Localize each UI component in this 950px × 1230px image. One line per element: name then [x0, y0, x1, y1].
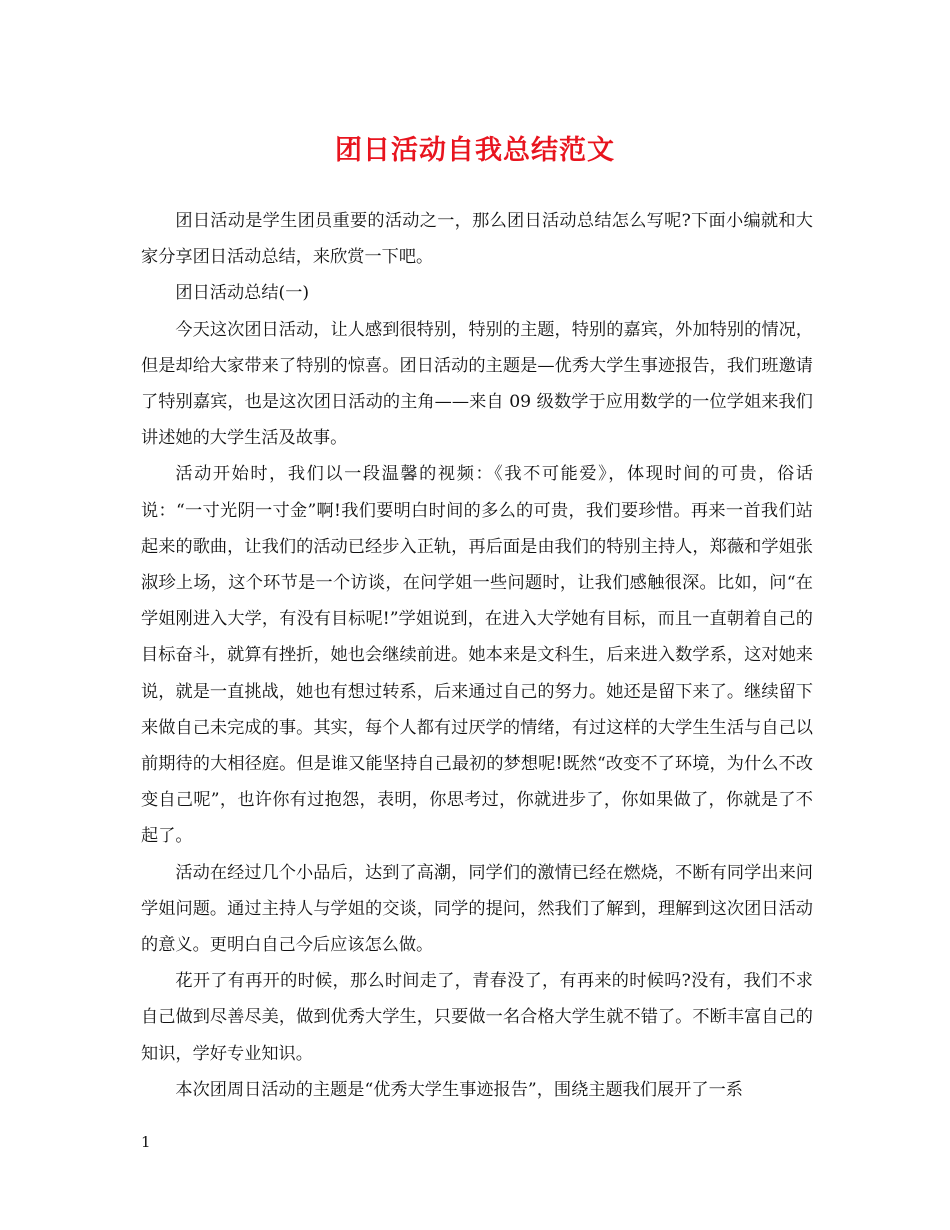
document-title: 团日活动自我总结范文	[335, 135, 615, 166]
paragraph-youth: 花开了有再开的时候，那么时间走了，青春没了，有再来的时候吗?没有，我们不求自己做到尽善尽美，做到优秀大学生，只要做一名合格大学生就不错了。不断丰富自己的知识，学好专业知识。	[141, 971, 813, 1064]
paragraph-summary: 本次团周日活动的主题是“优秀大学生事迹报告”，围绕主题我们展开了一系	[175, 1079, 743, 1100]
page-number: 1	[141, 1133, 151, 1151]
document-body	[141, 203, 813, 1108]
paragraph-activity-theme: 今天这次团日活动，让人感到很特别，特别的主题，特别的嘉宾，外加特别的情况，但是却给大家带来了特别的惊喜。团日活动的主题是—优秀大学生事迹报告，我们班邀请了特别嘉宾，也是这次团日活动的主角——来自 09 级数学于应用数学的一位学姐来我们讲述她的大学生活及故事。	[141, 319, 813, 449]
paragraph-intro: 团日活动是学生团员重要的活动之一，那么团日活动总结怎么写呢?下面小编就和大家分享团日活动总结，来欣赏一下吧。	[141, 211, 813, 268]
paragraph-climax: 活动在经过几个小品后，达到了高潮，同学们的激情已经在燃烧，不断有同学出来问学姐问题。通过主持人与学姐的交谈，同学的提问，然我们了解到，理解到这次团日活动的意义。更明白自己今后应该怎么做。	[141, 862, 813, 956]
paragraph-activity-start: 活动开始时，我们以一段温馨的视频：《我不可能爱》，体现时间的可贵，俗话说：“一寸光阴一寸金”啊!我们要明白时间的多么的可贵，我们要珍惜。再来一首我们站起来的歌曲，让我们的活动已经步入正轨，再后面是由我们的特别主持人，郑薇和学姐张淑珍上场，这个环节是一个访谈，在问学姐一些问题时，让我们感触很深。比如，问“在学姐刚进入大学，有没有目标呢!”学姐说到，在进入大学她有目标，而且一直朝着自己的目标奋斗，就算有挫折，她也会继续前进。她本来是文科生，后来进入数学系，这对她来说，就是一直挑战，她也有想过转系，后来通过自己的努力。她还是留下来了。继续留下来做自己未完成的事。其实，每个人都有过厌学的情绪，有过这样的大学生生活与自己以前期待的大相径庭。但是谁又能坚持自己最初的梦想呢!既然“改变不了环境，为什么不改变自己呢”，也许你有过抱怨，表明，你思考过，你就进步了，你如果做了，你就是了不起了。	[141, 464, 813, 847]
section-heading: 团日活动总结(一)	[175, 283, 310, 304]
